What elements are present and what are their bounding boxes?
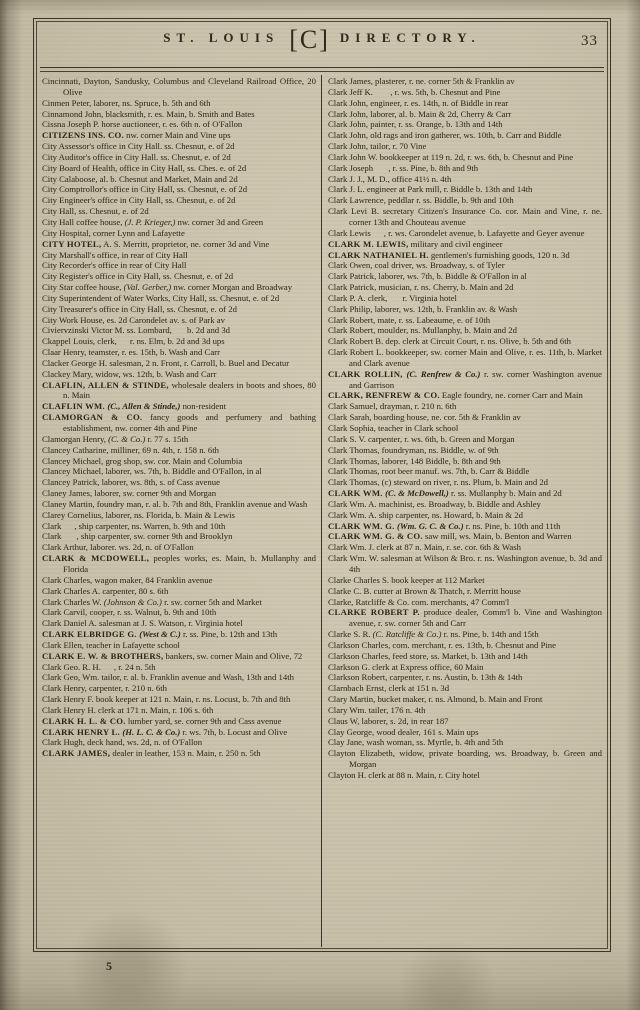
entry-text: Clark Geo, Wm. tailor, r. al. b. Franklin avenue and Wash, 13th and 14th (42, 672, 294, 683)
directory-entry (328, 553, 602, 575)
directory-entry (328, 109, 602, 120)
entry-text: City Work House, es. 2d Carondelet av. s. of Park av (42, 314, 225, 325)
directory-entry (42, 163, 316, 174)
entry-text: Claar Henry, teamster, r. es. 15th, b. Wash and Carr (42, 347, 220, 358)
directory-entry (328, 716, 602, 727)
entry-text: City Auditor's office in City Hall. ss. Chesnut, e. of 2d (42, 151, 231, 162)
directory-entry (42, 716, 316, 727)
entry-text: City Star coffee house, (42, 282, 124, 293)
entry-text: Eagle foundry, ne. corner Carr and Main (439, 390, 583, 401)
entry-text: City Register's office in City Hall, ss. Chesnut, e. of 2d (42, 271, 234, 282)
directory-entry (328, 597, 602, 608)
entry-text: Clark Thomas, root beer manuf. ws. 7th, b. Carr & Biddle (328, 466, 530, 477)
directory-entry (42, 250, 316, 261)
directory-entry (42, 553, 316, 575)
entry-text: Clark Robert B. dep. clerk at Circuit Court, r. ns. Olive, b. 5th and 6th (328, 336, 571, 347)
entry-text: CLARKE ROBERT P. (328, 607, 420, 618)
directory-entry (42, 98, 316, 109)
entry-text: Clarke Charles S. book keeper at 112 Market (328, 574, 485, 585)
entry-text: nw. corner Main and Vine ups (123, 130, 231, 141)
directory-entry (42, 174, 316, 185)
entry-text: Clarke S. R. (328, 629, 373, 640)
entry-text: CLAFLIN WM. (42, 401, 108, 412)
directory-entry (328, 434, 602, 445)
directory-entry (42, 184, 316, 195)
entry-text: Clark J. L. engineer at Park mill, r. Biddle b. 13th and 14th (328, 184, 533, 195)
directory-entry (328, 640, 602, 651)
page-number: 33 (581, 33, 598, 49)
directory-entry (42, 629, 316, 640)
entry-text: City Board of Health, office in City Hall, ss. Ches. e. of 2d (42, 162, 247, 173)
directory-entry (42, 499, 316, 510)
entry-text: CLARK E. W. & BROTHERS, (42, 650, 164, 661)
entry-text: Clarkson G. clerk at Express office, 60 Main (328, 661, 484, 672)
directory-entry (328, 651, 602, 662)
entry-text: City Assessor's office in City Hall. ss. Chesnut, e. of 2d (42, 141, 235, 152)
directory-entry (328, 401, 602, 412)
entry-text: Clark John, engineer, r. es. 14th, n. of Biddle in rear (328, 97, 509, 108)
directory-entry (328, 683, 602, 694)
directory-entry (328, 293, 602, 304)
directory-entry (42, 119, 316, 130)
entry-text: CLARK ROLLIN, (328, 368, 407, 379)
entry-text: CLARK WM. G. (328, 520, 397, 531)
title-section-letter: [C] (289, 25, 330, 54)
directory-entry (328, 325, 602, 336)
directory-entry (328, 521, 602, 532)
entry-text: r. ss. Pine, b. 12th and 13th (180, 629, 278, 640)
directory-entry (328, 629, 602, 640)
directory-entry (328, 727, 602, 738)
directory-entry (328, 119, 602, 130)
directory-entry (42, 521, 316, 532)
entry-text: (Val. Gerber,) (123, 282, 172, 293)
directory-entry (328, 174, 602, 185)
entry-text: City Comptrollor's office in City Hall, ss. Chesnut, e. of 2d (42, 184, 248, 195)
directory-entry (328, 282, 602, 293)
directory-entry (328, 76, 602, 87)
entry-text: dealer in leather, 153 n. Main, r. 250 n. 5th (110, 748, 261, 759)
entry-text: Clark Thomas, laborer, 148 Biddle, b. 8th and 9th (328, 455, 501, 466)
directory-entry (42, 477, 316, 488)
directory-entry (42, 488, 316, 499)
entry-text: City Engineer's office in City Hall, ss. Chesnut, e. of 2d (42, 195, 236, 206)
directory-entry (328, 499, 602, 510)
entry-text: Clark Daniel A. salesman at J. S. Watson, r. Virginia hotel (42, 618, 243, 629)
entry-text: A. S. Merritt, proprietor, ne. corner 3d and Vine (101, 238, 270, 249)
entry-text: CLARK ELBRIDGE G. (42, 629, 140, 640)
entry-text: produce dealer, Comm'l b. Vine and Washington avenue, r. sw. corner 5th and Carr (349, 607, 602, 629)
entry-text: Clark Ellen, teacher in Lafayette school (42, 639, 180, 650)
entry-text: Clark Thomas, (c) steward on river, r. ns. Plum, b. Main and 2d (328, 477, 549, 488)
entry-text: Clark S. V. carpenter, r. ws. 6th, b. Green and Morgan (328, 433, 515, 444)
entry-text: Clarke, Ratcliffe & Co. com. merchants, 47 Comm'l (328, 596, 510, 607)
entry-text: Ckappel Louis, clerk, r. ns. Elm, b. 2d and 3d ups (42, 336, 225, 347)
directory-entry (42, 586, 316, 597)
directory-entry (328, 445, 602, 456)
entry-text: Clark J. J., M. D., office 41½ n. 4th (328, 173, 452, 184)
directory-entry (328, 347, 602, 369)
entry-text: CITIZENS INS. CO. (42, 130, 124, 141)
entry-text: (Wm. G. C. & Co.) (396, 520, 464, 531)
entry-text: r. 77 s. 15th (145, 433, 189, 444)
directory-entry (328, 228, 602, 239)
entry-text: saw mill, ws. Main, b. Benton and Warren (422, 531, 572, 542)
directory-entry (328, 488, 602, 499)
directory-entry (42, 748, 316, 759)
directory-entry (328, 206, 602, 228)
entry-text: Clark Geo. R. H. , r. 24 n. 5th (42, 661, 156, 672)
entry-text: (J. P. Krieger,) (124, 216, 176, 227)
directory-column-left (40, 75, 322, 947)
directory-entry (42, 401, 316, 412)
entry-text: CLARK WM. G. & CO. (328, 531, 423, 542)
directory-entry (42, 662, 316, 673)
directory-entry (328, 304, 602, 315)
directory-entry (42, 694, 316, 705)
directory-entry (42, 141, 316, 152)
entry-text: r. ns. Pine, b. 14th and 15th (441, 629, 539, 640)
entry-text: Clancey Catharine, milliner, 69 n. 4th, r. 158 n. 6th (42, 444, 219, 455)
directory-entry (42, 347, 316, 358)
entry-text: Clark Sophia, teacher in Clark school (328, 423, 459, 433)
directory-entry (42, 76, 316, 98)
signature-mark: 5 (106, 959, 112, 973)
entry-text: bankers, sw. corner Main and Olive, 72 (163, 650, 303, 661)
directory-entry (328, 163, 602, 174)
directory-entry (42, 358, 316, 369)
directory-entry (42, 683, 316, 694)
entry-text: Clark Robert, mate, r. ss. Labeaume, e. of 10th (328, 314, 491, 325)
directory-entry (42, 542, 316, 553)
entry-text: Clark Arthur, laborer. ws. 2d, n. of O'Fallon (42, 542, 194, 553)
entry-text: Clark Levi B. secretary Citizen's Insurance Co. cor. Main and Vine, r. ne. corner 13th and Chouteau avenue (328, 206, 602, 227)
directory-entry (42, 380, 316, 402)
entry-text: Clary Martin, bucket maker, r. ns. Almond, b. Main and Front (328, 694, 543, 705)
entry-text: CITY HOTEL, (42, 238, 102, 249)
entry-text: CLARK HENRY L. (42, 726, 123, 737)
entry-text: Clark Patrick, laborer, ws. 7th, b. Biddle & O'Fallon in al (328, 271, 527, 282)
entry-text: Clary Wm. tailer, 176 n. 4th (328, 704, 426, 715)
directory-entry (42, 705, 316, 716)
header-rule (40, 67, 604, 72)
directory-entry (42, 510, 316, 521)
entry-text: Clark James, plasterer, r. ne. corner 5th & Franklin av (328, 76, 515, 86)
directory-entry (328, 98, 602, 109)
entry-text: lumber yard, se. corner 9th and Cass avenue (125, 715, 282, 726)
entry-text: Clarkson Robert, carpenter, r. ns. Austin, b. 13th & 14th (328, 672, 523, 683)
directory-entry (42, 737, 316, 748)
directory-entry (42, 195, 316, 206)
directory-entry (328, 87, 602, 98)
entry-text: Clark John, tailor, r. 70 Vine (328, 141, 427, 152)
directory-entry (328, 748, 602, 770)
page-header (44, 25, 600, 63)
directory-entry (328, 586, 602, 597)
entry-text: Clark John W. bookkeeper at 119 n. 2d, r. ws. 6th, b. Chesnut and Pine (328, 151, 574, 162)
entry-text: Clark John, laborer, al. b. Main & 2d, Cherry & Carr (328, 108, 512, 119)
directory-entry (42, 672, 316, 683)
directory-entry (42, 466, 316, 477)
entry-text: Clark Philip, laborer, ws. 12th, b. Franklin av. & Wash (328, 303, 518, 314)
entry-text: Cinmen Peter, laborer, ns. Spruce, b. 5th and 6th (42, 97, 211, 108)
entry-text: CLARK NATHANIEL H. (328, 249, 429, 260)
entry-text: Clay Jane, wash woman, ss. Myrtle, b. 4th and 5th (328, 737, 504, 748)
entry-text: (C. Renfrew & Co.) (406, 368, 481, 379)
entry-text: Claney Martin, foundry man, r. al. b. 7th and 8th, Franklin avenue and Wash (42, 498, 308, 509)
directory-entry (42, 369, 316, 380)
entry-text: Clacker George H. salesman, 2 n. Front, r. Carroll, b. Buel and Decatur (42, 357, 290, 368)
directory-entry (42, 445, 316, 456)
directory-entry (328, 260, 602, 271)
entry-text: r. sw. corner 5th and Market (161, 596, 262, 607)
entry-text: Clark P. A. clerk, r. Virginia hotel (328, 292, 457, 303)
title-city: ST. LOUIS (163, 30, 280, 45)
directory-entry (328, 694, 602, 705)
directory-entry (328, 510, 602, 521)
entry-text: CLARK M. LEWIS, (328, 238, 409, 249)
entry-text: Clark Sarah, boarding house, ne. cor. 5th & Franklin av (328, 412, 521, 423)
directory-entry (328, 672, 602, 683)
entry-text: military and civil engineer (408, 238, 503, 249)
entry-text: CLARK, RENFREW & CO. (328, 390, 440, 401)
directory-entry (328, 141, 602, 152)
entry-text: CLARK & MCDOWELL, (42, 553, 150, 564)
entry-text: Clark Charles W. (42, 596, 104, 607)
entry-text: Clark Owen, coal driver, ws. Broadway, s. of Tyler (328, 260, 505, 271)
entry-text: Clark Jeff K. , r. ws. 5th, b. Chesnut and Pine (328, 86, 501, 97)
entry-text: Clancey Patrick, laborer, ws. 8th, s. of Cass avenue (42, 477, 220, 488)
directory-entry (328, 466, 602, 477)
directory-entry (42, 282, 316, 293)
entry-text: (C., Allen & Stinde,) (107, 401, 181, 412)
directory-entry (42, 217, 316, 228)
entry-text: Clark John, painter, r. ss. Orange, b. 13th and 14th (328, 119, 503, 130)
directory-entry (328, 315, 602, 326)
directory-entry (328, 369, 602, 391)
entry-text: CLARK JAMES, (42, 748, 111, 759)
directory-entry (328, 250, 602, 261)
entry-text: (H. L. C. & Co.) (122, 726, 181, 737)
directory-entry (328, 531, 602, 542)
entry-text: Clamorgan Henry, (42, 433, 109, 444)
entry-text: Clayton Elizabeth, widow, private boarding, ws. Broadway, b. Green and Morgan (328, 748, 602, 770)
entry-text: Clarkson Charles, com. merchant, r. es. 13th, b. Chesnut and Pine (328, 639, 557, 650)
directory-entry (42, 228, 316, 239)
entry-text: r. ns. Pine, b. 10th and 11th (463, 520, 561, 531)
directory-entry (42, 315, 316, 326)
entry-text: Clark Wm. A. machinist, es. Broadway, b. Biddle and Ashley (328, 498, 541, 509)
directory-entry (42, 239, 316, 250)
entry-text: Clark John, old rags and iron gatherer, ws. 10th, b. Carr and Biddle (328, 130, 562, 141)
directory-entry (42, 412, 316, 434)
entry-text: Clancey Michael, laborer, ws. 7th, b. Biddle and O'Fallon, in al (42, 466, 262, 477)
directory-entry (328, 271, 602, 282)
entry-text: City Calaboose, al. b. Chesnut and Market, Main and 2d (42, 173, 238, 184)
directory-column-right (322, 75, 604, 947)
entry-text: City Marshall's office, in rear of City Hall (42, 249, 188, 260)
entry-text: Clancey Michael, grog shop, sw. cor. Main and Columbia (42, 455, 243, 466)
entry-text: CLARK H. L. & CO. (42, 715, 126, 726)
directory-entry (42, 336, 316, 347)
entry-text: Clark , ship carpenter, sw. corner 9th and Brooklyn (42, 531, 233, 542)
directory-entry (328, 575, 602, 586)
entry-text: Clark Joseph , r. ss. Pine, b. 8th and 9th (328, 162, 479, 173)
entry-text: Claney James, laborer, sw. corner 9th and Morgan (42, 488, 217, 499)
entry-text: Clay George, wood dealer, 161 s. Main ups (328, 726, 479, 737)
directory-entry (328, 662, 602, 673)
entry-text: Cissna Joseph P. horse auctioneer, r. es. 6th n. of O'Fallon (42, 119, 243, 130)
directory-entry (328, 770, 602, 781)
entry-text: Claus W, laborer, s. 2d, in rear 187 (328, 715, 449, 726)
entry-text: Clark Thomas, foundryman, ns. Biddle, w. of 9th (328, 444, 499, 455)
directory-entry (328, 390, 602, 401)
directory-entry (42, 597, 316, 608)
entry-text: Clark Wm. W. salesman at Wilson & Bro. r. ns. Washington avenue, b. 3d and 4th (328, 553, 602, 574)
directory-entry (42, 109, 316, 120)
entry-text: Clark Charles, wagon maker, 84 Franklin avenue (42, 574, 213, 585)
entry-text: Clark , ship carpenter, ns. Warren, b. 9th and 10th (42, 520, 226, 531)
entry-text: City Superintendent of Water Works, City Hall, ss. Chesnut, e. of 2d (42, 292, 280, 303)
directory-entry (328, 195, 602, 206)
directory-entry (42, 271, 316, 282)
entry-text: (Johnson & Co.) (103, 596, 162, 607)
entry-text: Clark Patrick, musician, r. ns. Cherry, b. Main and 2d (328, 282, 514, 293)
entry-text: CLAMORGAN & CO. (42, 412, 143, 423)
directory-entry (328, 542, 602, 553)
directory-entry (42, 152, 316, 163)
entry-text: Clayton H. clerk at 88 n. Main, r. City hotel (328, 770, 480, 780)
entry-text: Clark Henry H. clerk at 171 n. Main, r. 106 s. 6th (42, 704, 214, 715)
entry-text: r. sw. corner Washington avenue and Garrison (349, 368, 603, 390)
entry-text: non-resident (180, 401, 226, 412)
directory-entry (328, 239, 602, 250)
entry-text: peoples works, es. Main, b. Mullanphy and Florida (63, 553, 317, 574)
entry-text: Clark Robert L. bookkeeper, sw. corner Main and Olive, r. es. 11th, b. Market and Clark avenue (328, 347, 602, 368)
entry-text: Clarey Cornelius, laborer, ns. Florida, b. Main & Lewis (42, 509, 235, 520)
entry-text: (C. & McDowell,) (385, 488, 449, 499)
entry-text: nw. corner 3d and Green (175, 216, 264, 227)
directory-entry (42, 260, 316, 271)
directory-columns (40, 75, 604, 947)
entry-text: r. ws. 7th, b. Locust and Olive (180, 726, 288, 737)
directory-entry (328, 456, 602, 467)
entry-text: Cinnamond John, blacksmith, r. es. Main, b. Smith and Bates (42, 108, 255, 119)
entry-text: City Hall, ss. Chesnut, e. of 2d (42, 206, 149, 217)
directory-entry (42, 531, 316, 542)
entry-text: Clark Hugh, deck hand, ws. 2d, n. of O'Fallon (42, 737, 203, 748)
directory-entry (42, 618, 316, 629)
entry-text: City Hospital, corner Lynn and Lafayette (42, 227, 185, 238)
directory-entry (42, 575, 316, 586)
entry-text: wholesale dealers in boots and shoes, 80 n. Main (63, 379, 316, 401)
entry-text: CLARK WM. (328, 488, 386, 499)
page-border-box (33, 18, 611, 952)
entry-text: gentlemen's furnishing goods, 120 n. 3d (428, 249, 570, 260)
directory-entry (42, 293, 316, 304)
entry-text: Clark Henry F. book keeper at 121 n. Main, r. ns. Locust, b. 7th and 8th (42, 694, 291, 705)
entry-text: Clark Charles A. carpenter, 80 s. 6th (42, 585, 169, 596)
entry-text: Clark Samuel, drayman, r. 210 n. 6th (328, 401, 457, 412)
entry-text: Clark Henry, carpenter, r. 210 n. 6th (42, 683, 168, 694)
entry-text: Clark Wm. J. clerk at 87 n. Main, r. se. cor. 6th & Wash (328, 542, 521, 553)
entry-text: Civiervzinski Victor M. ss. Lombard, b. 2d and 3d (42, 325, 231, 336)
directory-entry (328, 477, 602, 488)
entry-text: Clark Lawrence, peddlar r. ss. Biddle, b. 9th and 10th (328, 195, 514, 206)
directory-entry (42, 640, 316, 651)
entry-text: CLAFLIN, ALLEN & STINDE, (42, 379, 169, 390)
entry-text: Clark Lewis , r. ws. Carondelet avenue, b. Lafayette and Geyer avenue (328, 227, 585, 238)
directory-entry (328, 423, 602, 434)
entry-text: nw. corner Morgan and Broadway (171, 282, 293, 293)
entry-text: Clarke C. B. cutter at Brown & Thatch, r. Merritt house (328, 585, 521, 596)
title-directory: DIRECTORY. (339, 30, 481, 45)
directory-entry (42, 651, 316, 662)
directory-entry (328, 705, 602, 716)
directory-entry (328, 737, 602, 748)
entry-text: City Treasurer's office in City Hall, ss. Chesnut, e. of 2d (42, 303, 237, 314)
entry-text: fancy goods and perfumery and bathing establishment, nw. corner 4th and Pine (63, 412, 317, 433)
entry-text: (West & C.) (139, 629, 181, 640)
directory-entry (328, 607, 602, 629)
entry-text: City Recorder's office in rear of City Hall (42, 260, 187, 271)
entry-text: Clark Wm. A. ship carpenter, ns. Howard, b. Main & 2d (328, 509, 523, 520)
directory-entry (328, 412, 602, 423)
page-title (44, 25, 600, 55)
directory-entry (328, 184, 602, 195)
directory-entry (42, 727, 316, 738)
directory-entry (328, 152, 602, 163)
directory-entry (42, 206, 316, 217)
entry-text: Cincinnati, Dayton, Sandusky, Columbus and Cleveland Railroad Office, 20 Olive (42, 76, 316, 97)
directory-entry (42, 130, 316, 141)
directory-entry (42, 325, 316, 336)
entry-text: City Hall coffee house, (42, 216, 125, 227)
entry-text: Clark Carvil, cooper, r. ss. Walnut, b. 9th and 10th (42, 607, 217, 618)
entry-text: (C. & Co.) (108, 433, 146, 444)
directory-entry (42, 607, 316, 618)
entry-text: r. ss. Mullanphy b. Main and 2d (448, 488, 562, 499)
directory-entry (42, 304, 316, 315)
entry-text: Clarkson Charles, feed store, ss. Market, b. 13th and 14th (328, 650, 528, 661)
directory-entry (42, 456, 316, 467)
directory-entry (328, 336, 602, 347)
directory-entry (328, 130, 602, 141)
entry-text: Clarnbach Ernst, clerk at 151 n. 3d (328, 683, 450, 694)
entry-text: Clackey Mary, widow, ws. 12th, b. Wash and Carr (42, 368, 217, 379)
entry-text: (C. Ratcliffe & Co.) (372, 629, 442, 640)
entry-text: Clark Robert, moulder, ns. Mullanphy, b. Main and 2d (328, 325, 517, 336)
directory-entry (42, 434, 316, 445)
